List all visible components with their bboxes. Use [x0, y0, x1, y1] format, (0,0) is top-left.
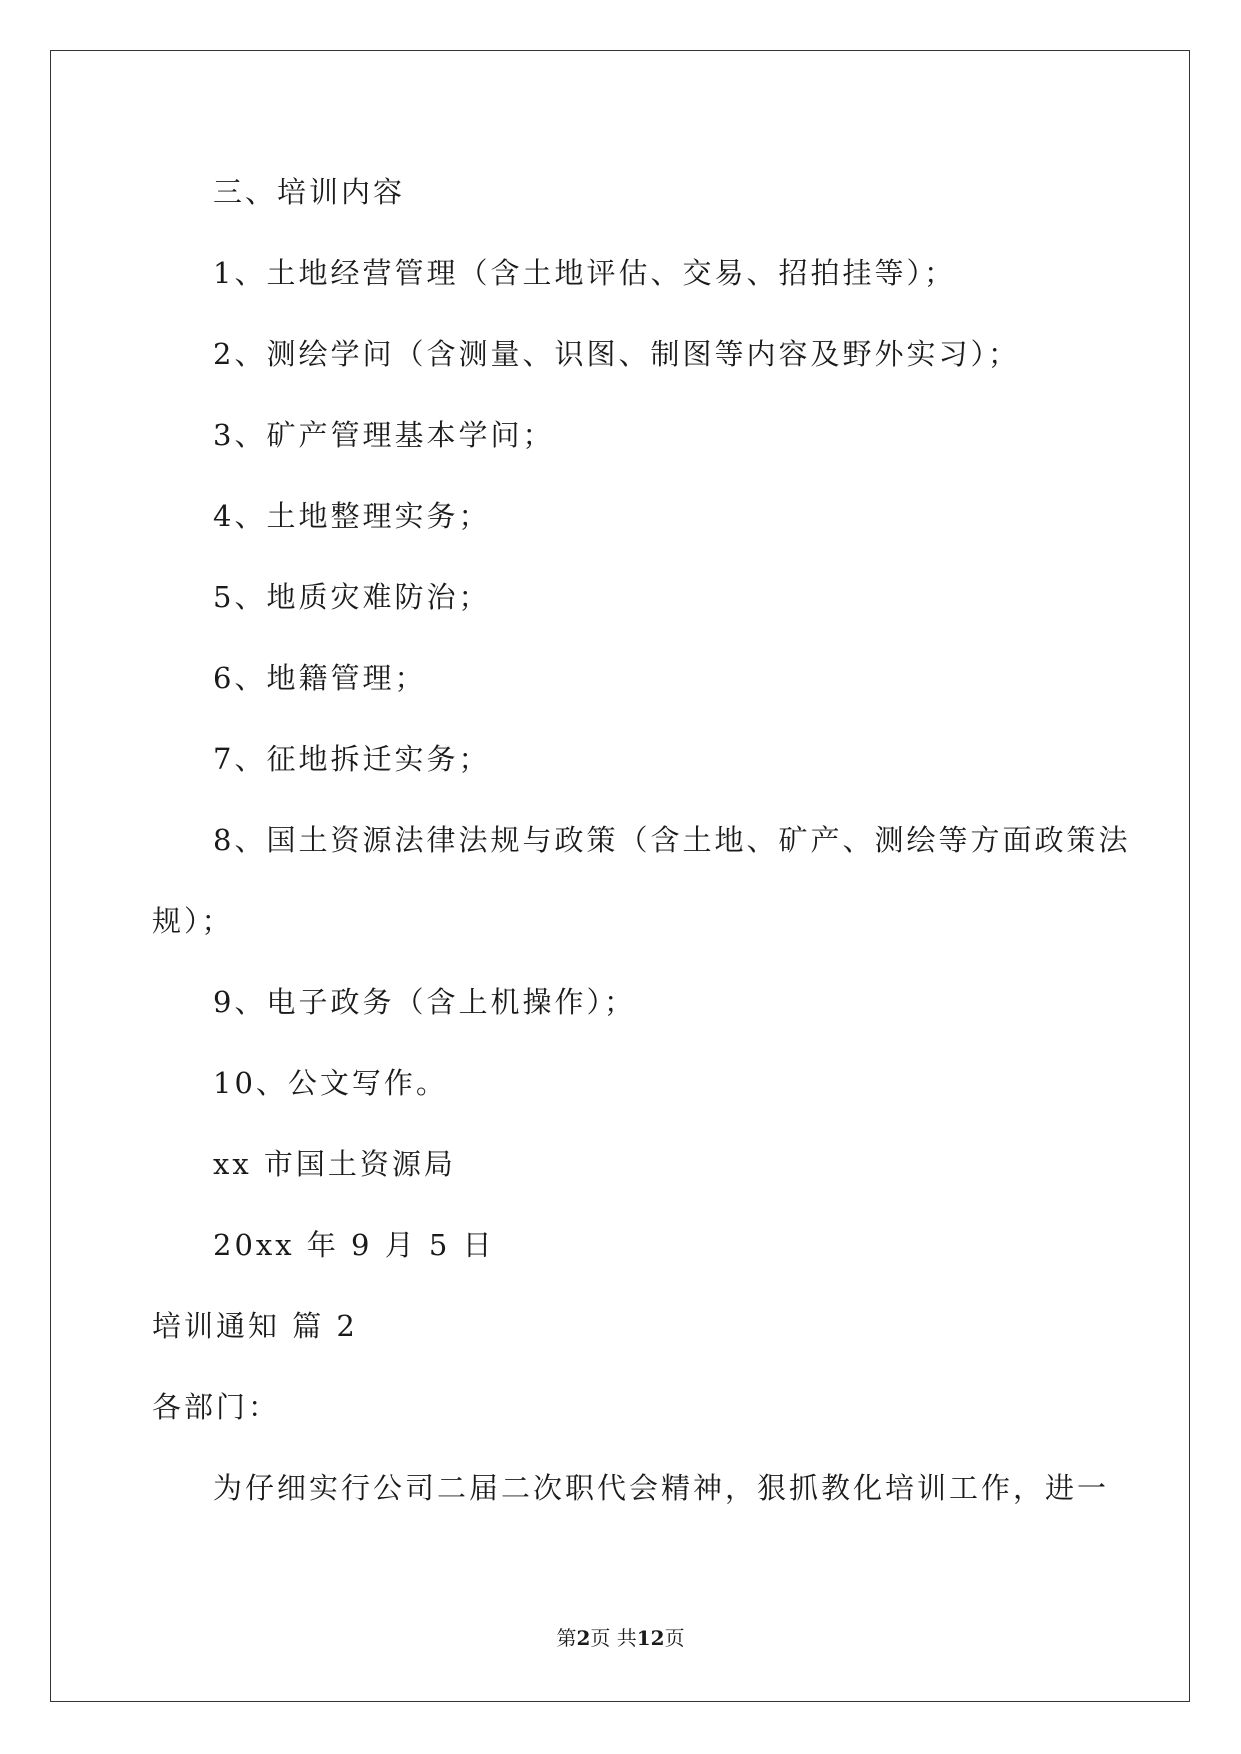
page-border — [50, 50, 1190, 1702]
page-footer — [0, 1624, 1241, 1652]
page-suffix: 页 — [664, 1626, 685, 1650]
section-heading: 三、培训内容 — [213, 175, 406, 209]
list-item: 4、土地整理实务； — [213, 499, 491, 533]
list-item: 3、矿产管理基本学问； — [213, 418, 555, 452]
list-item: 6、地籍管理； — [213, 661, 427, 695]
list-item: 2、测绘学问（含测量、识图、制图等内容及野外实习）； — [213, 337, 1020, 371]
page-prefix: 第 — [556, 1626, 577, 1650]
list-item: 10、公文写作。 — [213, 1066, 448, 1100]
page-total: 12 — [636, 1626, 665, 1650]
page-current: 2 — [576, 1626, 591, 1650]
list-item-continuation: 规）； — [152, 904, 234, 938]
list-item: 8、国土资源法律法规与政策（含土地、矿产、测绘等方面政策法 — [213, 823, 1131, 857]
signature-organization: xx 市国土资源局 — [213, 1147, 456, 1181]
list-item: 1、土地经营管理（含土地评估、交易、招拍挂等）； — [213, 256, 956, 290]
salutation: 各部门： — [152, 1390, 281, 1424]
body-paragraph: 为仔细实行公司二届二次职代会精神，狠抓教化培训工作，进一 — [213, 1471, 1110, 1505]
list-item: 5、地质灾难防治； — [213, 580, 491, 614]
list-item: 9、电子政务（含上机操作）； — [213, 985, 636, 1019]
page-mid: 页 共 — [590, 1626, 637, 1650]
article-title: 培训通知 篇 2 — [152, 1309, 358, 1343]
list-item: 7、征地拆迁实务； — [213, 742, 491, 776]
signature-date: 20xx 年 9 月 5 日 — [213, 1228, 495, 1262]
